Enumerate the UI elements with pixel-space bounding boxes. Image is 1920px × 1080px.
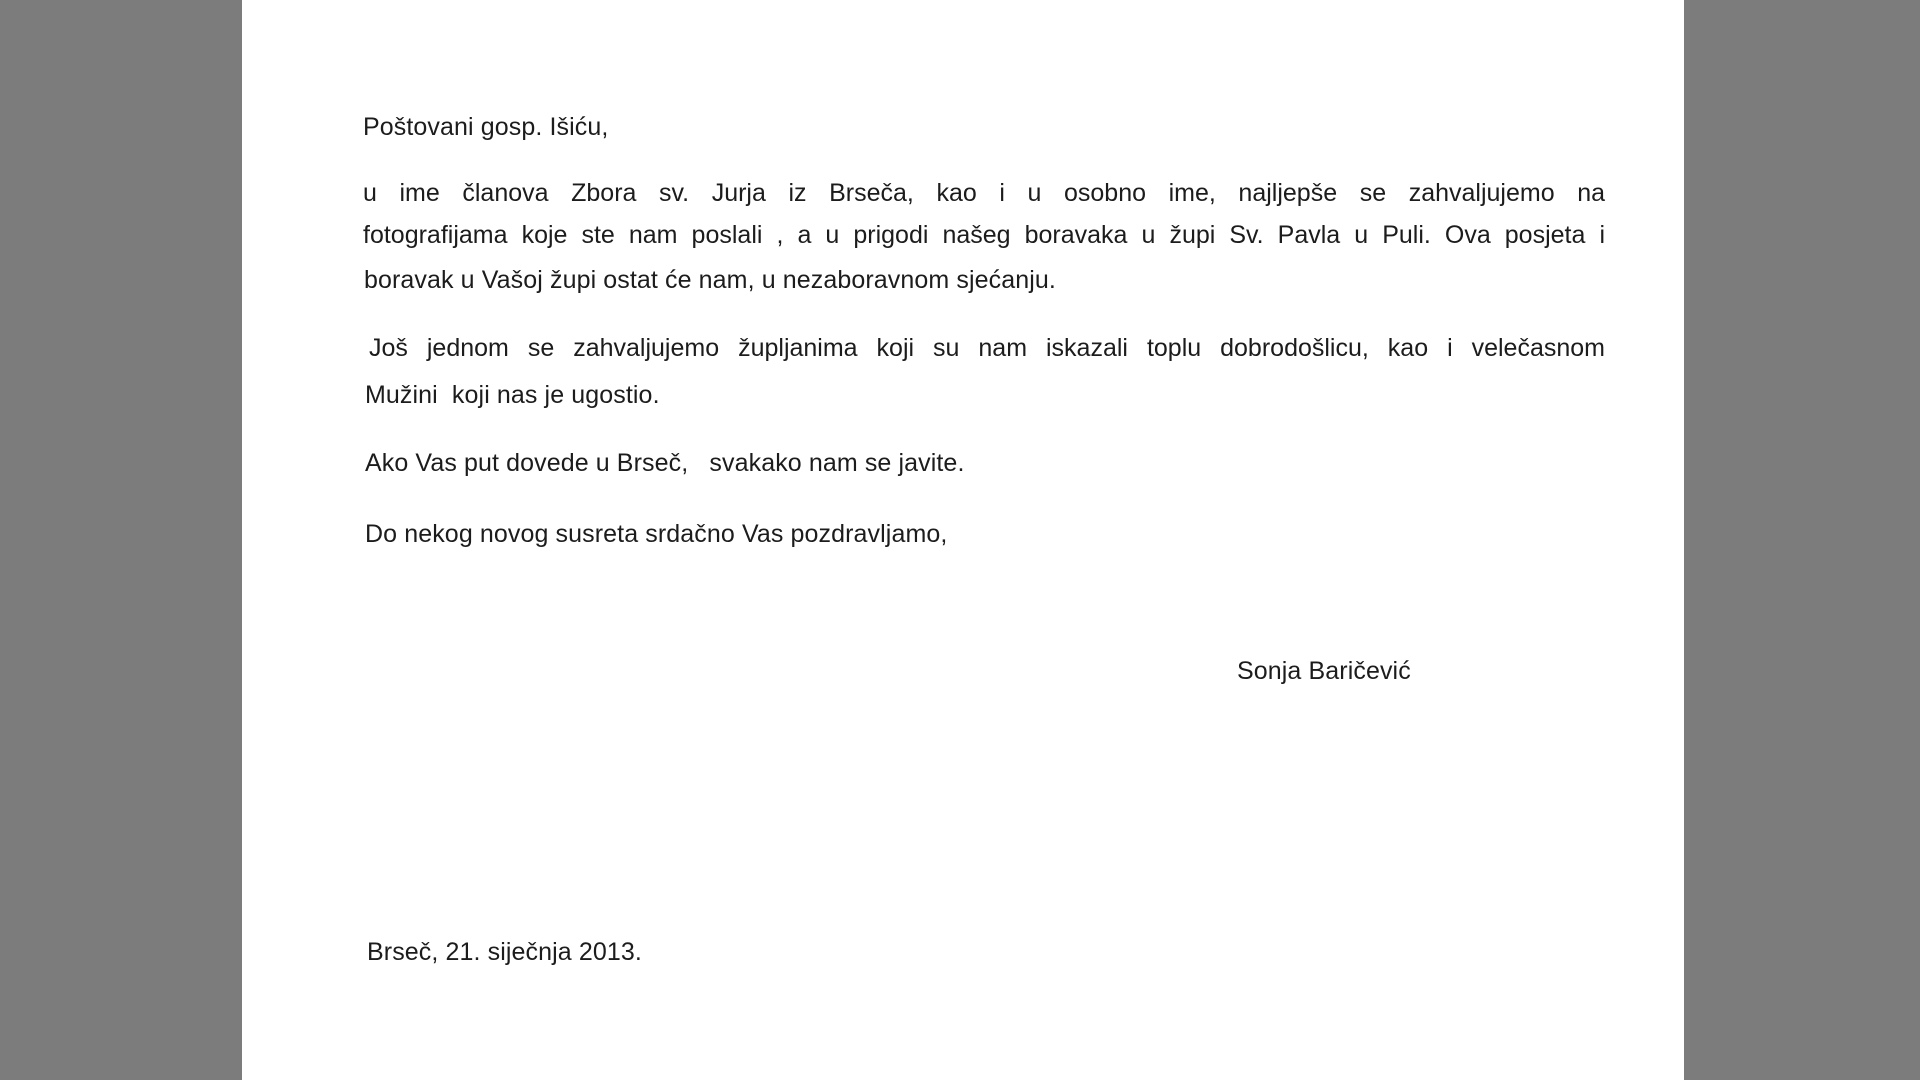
paragraph-2 [369,336,1605,361]
right-margin-background [1684,0,1920,1080]
paragraph-1-line-1: u ime članova Zbora sv. Jurja iz Brseča, kao i u osobno ime, najljepše se zahvaljujemo na [363,179,1605,207]
left-margin-background [0,0,242,1080]
paragraph-1 [363,181,1605,206]
paragraph-1-line-3: boravak u Vašoj župi ostat će nam, u nezaboravnom sjećanju. [364,266,1056,294]
paragraph-1-line-2: fotografijama koje ste nam poslali , a u prigodi našeg boravaka u župi Sv. Pavla u Puli. Ova posjeta i [363,221,1605,249]
signature-name: Sonja Baričević [1237,657,1411,685]
paragraph-2-line-1: Još jednom se zahvaljujemo župljanima koji su nam iskazali toplu dobrodošlicu, kao i velečasnom [369,334,1605,362]
paragraph-1-l2 [363,223,1605,248]
closing-line: Do nekog novog susreta srdačno Vas pozdravljamo, [365,520,948,548]
place-and-date: Brseč, 21. siječnja 2013. [367,938,642,966]
paragraph-2-line-2: Mužini koji nas je ugostio. [365,381,660,409]
salutation: Poštovani gosp. Išiću, [363,113,609,141]
paragraph-3: Ako Vas put dovede u Brseč, svakako nam se javite. [365,449,965,477]
